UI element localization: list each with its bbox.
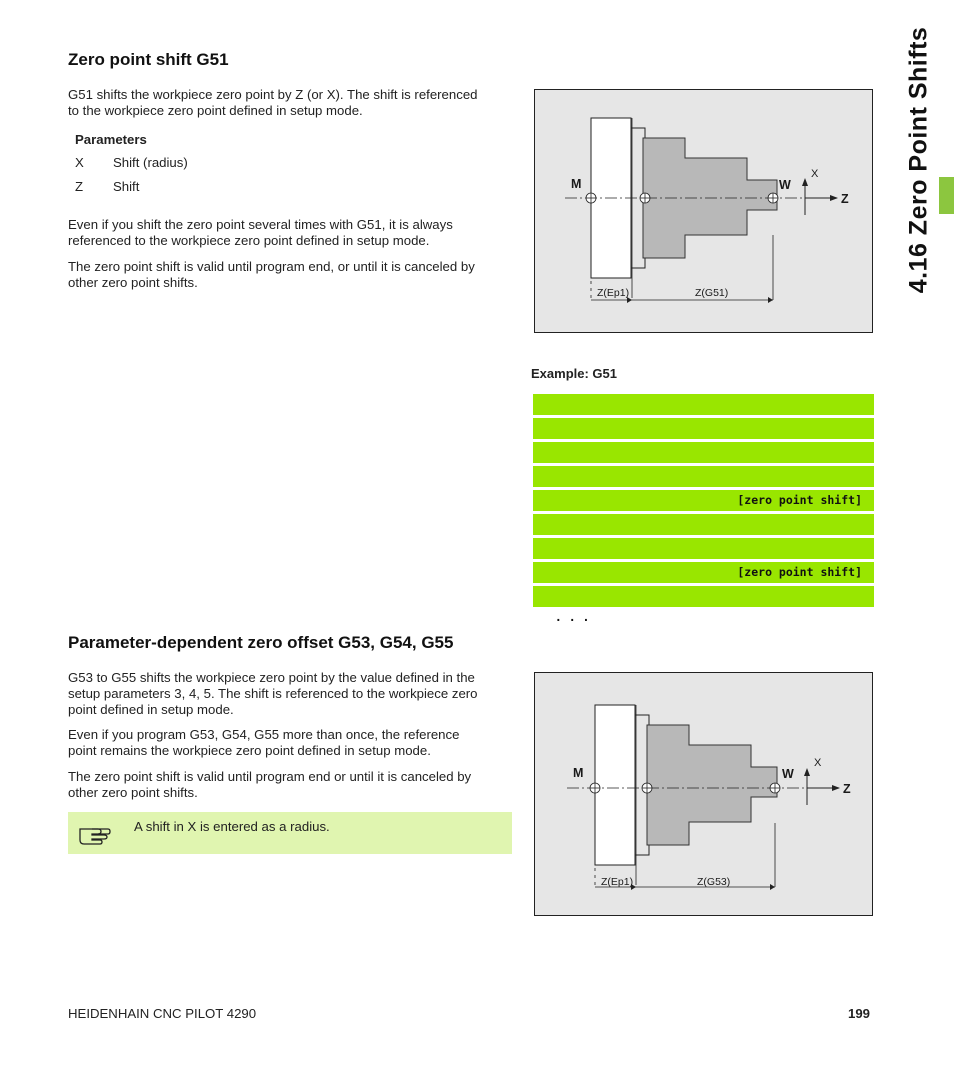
code-line (533, 418, 874, 439)
chapter-title-text: 4.16 Zero Point Shifts (904, 26, 933, 294)
g53-paragraph-3 (68, 769, 518, 801)
code-line (533, 490, 874, 511)
example-label: Example: G51 (531, 366, 617, 381)
param-value: Shift (113, 179, 140, 194)
section-heading-g51: Zero point shift G51 (68, 50, 229, 69)
text-line: to the workpiece zero point defined in setup mode. (68, 103, 363, 118)
code-line (533, 562, 874, 583)
code-line (533, 442, 874, 463)
label-w: W (782, 767, 794, 781)
dim-label-left: Z(Ep1) (597, 287, 630, 299)
label-w: W (779, 178, 791, 192)
chapter-title (896, 0, 942, 320)
code-text: . . . (554, 610, 590, 624)
pointing-hand-icon (78, 821, 112, 845)
label-x: X (811, 168, 819, 180)
g53-paragraph-1 (68, 670, 518, 718)
label-z: Z (841, 192, 849, 206)
param-key: X (75, 155, 84, 170)
code-line (533, 538, 874, 559)
text-line: referenced to the workpiece zero point defined in setup mode. (68, 233, 430, 248)
parameters-heading: Parameters (75, 132, 147, 147)
text-line: G53 to G55 shifts the workpiece zero point by the value defined in the (68, 670, 475, 685)
text-line: The zero point shift is valid until program end, or until it is canceled by (68, 259, 475, 274)
text-line: other zero point shifts. (68, 275, 198, 290)
label-z: Z (843, 782, 851, 796)
label-x: X (814, 757, 822, 769)
g51-intro (68, 87, 518, 119)
dim-label-left: Z(Ep1) (601, 876, 634, 888)
text-line: G51 shifts the workpiece zero point by Z (or X). The shift is referenced (68, 87, 478, 102)
code-comment: [zero point shift] (737, 493, 862, 507)
code-line (533, 466, 874, 487)
g51-paragraph-3 (68, 259, 518, 291)
footer-text: HEIDENHAIN CNC PILOT 4290 (68, 1006, 257, 1021)
label-m: M (573, 766, 584, 780)
code-line (533, 514, 874, 535)
label-m: M (571, 177, 582, 191)
note-box (68, 812, 512, 854)
code-line (533, 394, 874, 415)
code-comment: [zero point shift] (737, 565, 862, 579)
g53-paragraph-2 (68, 727, 518, 759)
section-heading-g53: Parameter-dependent zero offset G53, G54, G55 (68, 633, 454, 652)
page-number: 199 (848, 1006, 871, 1021)
text-line: The zero point shift is valid until program end or until it is canceled by (68, 769, 472, 784)
dim-label-right: Z(G53) (697, 876, 731, 888)
note-text: A shift in X is entered as a radius. (134, 819, 330, 834)
text-line: setup parameters 3, 4, 5. The shift is referenced to the workpiece zero (68, 686, 478, 701)
text-line: Even if you program G53, G54, G55 more than once, the reference (68, 727, 460, 742)
g53-diagram (534, 672, 873, 916)
param-key: Z (75, 179, 84, 194)
text-line: other zero point shifts. (68, 785, 198, 800)
text-line: Even if you shift the zero point several times with G51, it is always (68, 217, 453, 232)
param-row (75, 179, 375, 195)
text-line: point remains the workpiece zero point defined in setup mode. (68, 743, 431, 758)
dim-label-right: Z(G51) (695, 287, 729, 299)
text-line: point defined in setup mode. (68, 702, 234, 717)
param-row (75, 155, 375, 171)
code-line (533, 586, 874, 624)
g51-diagram (534, 89, 873, 333)
param-value: Shift (radius) (113, 155, 188, 170)
g51-paragraph-2 (68, 217, 518, 249)
